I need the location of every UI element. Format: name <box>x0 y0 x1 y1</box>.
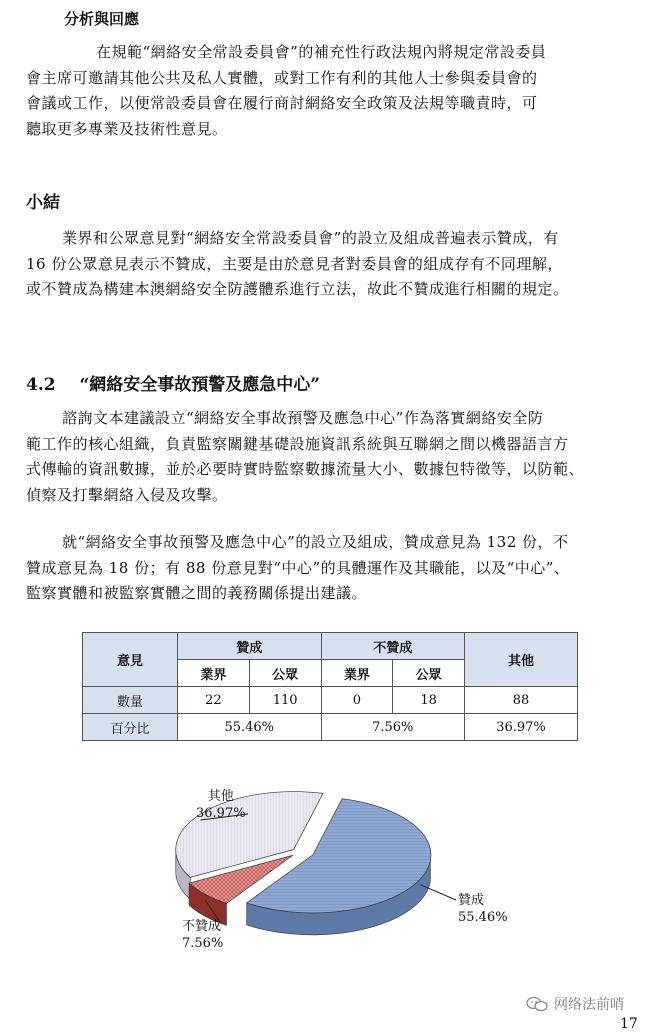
table-header-other: 其他 <box>465 633 578 687</box>
section-heading-summary: 小結 <box>26 193 60 213</box>
paragraph-line: 偵察及打擊網絡入侵及攻擊。 <box>26 485 228 504</box>
section-4-2-paragraph-2 <box>26 530 638 607</box>
pie-label-approve-value: 55.46% <box>458 910 508 925</box>
analysis-paragraph <box>26 40 638 142</box>
paragraph-line: 贊成意見為 18 份；有 88 份意見對“中心”的具體運作及其職能，以及“中心”、 <box>26 558 570 577</box>
table-cell: 55.46% <box>178 714 322 741</box>
pie-label-disapprove-name: 不贊成 <box>182 919 222 934</box>
summary-paragraph <box>26 226 638 303</box>
summary-line: 16 份公眾意見表示不贊成，主要是由於意見者對委員會的組成存有不同理解， <box>26 254 563 273</box>
table-cell: 7.56% <box>321 714 465 741</box>
table-subheader-industry: 業界 <box>178 660 250 687</box>
table-subheader-public: 公眾 <box>249 660 321 687</box>
table-subheader-industry: 業界 <box>321 660 393 687</box>
table-header-approve: 贊成 <box>178 633 322 660</box>
table-row-label-percent: 百分比 <box>83 714 178 741</box>
table-cell: 110 <box>249 687 321 714</box>
section-title: “網絡安全事故預警及應急中心” <box>79 375 321 395</box>
paragraph-line: 範工作的核心組織，負責監察關鍵基礎設施資訊系統與互聯網之間以機器語言方 <box>26 434 569 453</box>
pie-label-approve-name: 贊成 <box>458 893 485 908</box>
table-row-label-count: 數量 <box>83 687 178 714</box>
analysis-line: 在規範“網絡安全常設委員會”的補充性行政法規內將規定常設委員 <box>96 43 547 61</box>
table-cell: 0 <box>321 687 393 714</box>
section-4-2-heading <box>26 370 320 395</box>
table-cell: 22 <box>178 687 250 714</box>
brand-watermark <box>526 994 624 1014</box>
paragraph-line: 式傳輸的資訊數據，並於必要時實時監察數據流量大小、數據包特徵等，以防範、 <box>26 460 585 478</box>
table-cell: 18 <box>393 687 465 714</box>
analysis-line: 聽取更多專業及技術性意見。 <box>26 119 228 138</box>
analysis-line: 會議或工作，以便常設委員會在履行商討網絡安全政策及法規等職責時，可 <box>26 94 538 112</box>
section-heading-analysis: 分析與回應 <box>64 10 140 28</box>
summary-line: 或不贊成為構建本澳網絡安全防護體系進行立法，故此不贊成進行相關的規定。 <box>26 280 569 298</box>
paragraph-line: 監察實體和被監察實體之間的義務關係提出建議。 <box>26 584 368 602</box>
pie-label-disapprove-value: 7.56% <box>182 936 224 951</box>
table-subheader-public: 公眾 <box>393 660 465 687</box>
analysis-line: 會主席可邀請其他公共及私人實體，或對工作有利的其他人士參與委員會的 <box>26 68 538 87</box>
paragraph-line: 就“網絡安全事故預警及應急中心”的設立及組成，贊成意見為 132 份，不 <box>62 533 569 551</box>
wechat-icon <box>526 996 548 1012</box>
section-4-2-paragraph-1 <box>26 406 638 508</box>
pie-label-disapprove <box>182 918 223 952</box>
table-cell: 88 <box>465 687 578 714</box>
table-header-opinion: 意見 <box>83 633 178 687</box>
pie-label-other <box>196 788 246 822</box>
opinion-stats-table <box>82 632 578 741</box>
pie-label-other-name: 其他 <box>207 789 234 804</box>
table-header-disapprove: 不贊成 <box>321 633 465 660</box>
pie-label-approve <box>458 892 508 926</box>
section-number: 4.2 <box>26 375 56 395</box>
page-number: 17 <box>620 1016 638 1032</box>
paragraph-line: 諮詢文本建議設立“網絡安全事故預警及應急中心”作為落實網絡安全防 <box>62 409 544 427</box>
table-cell: 36.97% <box>465 714 578 741</box>
summary-line: 業界和公眾意見對“網絡安全常設委員會”的設立及組成普遍表示贊成，有 <box>62 229 559 247</box>
pie-label-other-value: 36.97% <box>196 806 246 821</box>
brand-name: 网络法前哨 <box>554 997 624 1013</box>
